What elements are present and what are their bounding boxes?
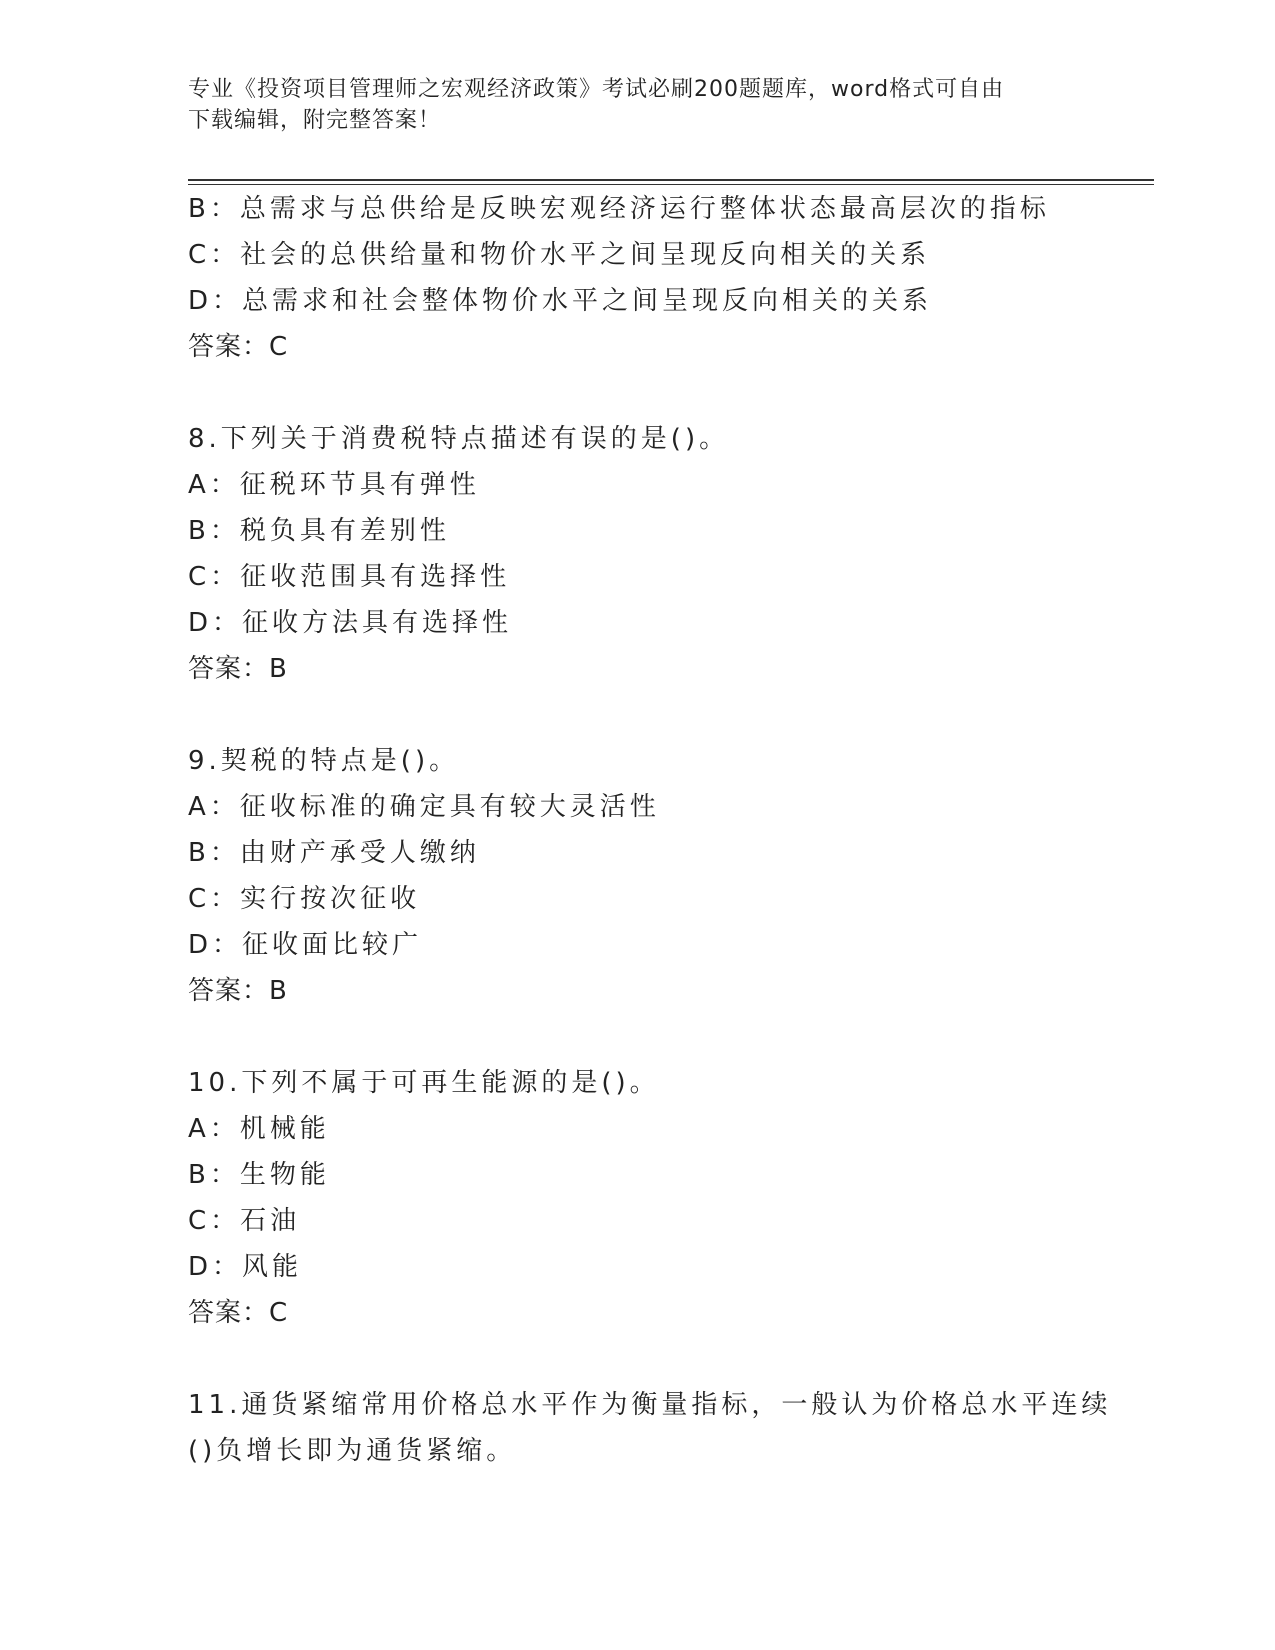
spacer (188, 370, 1148, 416)
question-block-9 (188, 738, 1148, 1014)
option-c: C：石油 (188, 1206, 301, 1236)
answer-line: 答案：C (188, 332, 289, 362)
option-d: D：风能 (188, 1252, 303, 1282)
option-a: A：机械能 (188, 1114, 330, 1144)
question-block-prev (188, 186, 1148, 370)
spacer (188, 1014, 1148, 1060)
question-block-10 (188, 1060, 1148, 1336)
answer-line: 答案：B (188, 976, 288, 1006)
question-stem-line-2: ()负增长即为通货紧缩。 (188, 1436, 517, 1466)
option-c: C：实行按次征收 (188, 884, 421, 914)
option-a: A：征收标准的确定具有较大灵活性 (188, 792, 660, 822)
spacer (188, 692, 1148, 738)
option-c: C：社会的总供给量和物价水平之间呈现反向相关的关系 (188, 240, 931, 270)
option-b: B：由财产承受人缴纳 (188, 838, 480, 868)
question-stem: 8.下列关于消费税特点描述有误的是()。 (188, 424, 730, 454)
question-stem: 10.下列不属于可再生能源的是()。 (188, 1068, 660, 1098)
question-list (188, 186, 1148, 1474)
document-header (188, 74, 1068, 136)
option-c: C：征收范围具有选择性 (188, 562, 511, 592)
header-line-1: 专业《投资项目管理师之宏观经济政策》考试必刷200题题库，word格式可自由 (188, 77, 1005, 102)
header-divider-thick (188, 179, 1154, 181)
question-block-11 (188, 1382, 1148, 1474)
header-divider-thin (188, 184, 1154, 185)
question-stem: 9.契税的特点是()。 (188, 746, 460, 776)
question-block-8 (188, 416, 1148, 692)
option-b: B：总需求与总供给是反映宏观经济运行整体状态最高层次的指标 (188, 194, 1050, 224)
option-d: D：总需求和社会整体物价水平之间呈现反向相关的关系 (188, 286, 933, 316)
answer-line: 答案：C (188, 1298, 289, 1328)
option-b: B：生物能 (188, 1160, 330, 1190)
spacer (188, 1336, 1148, 1382)
option-d: D：征收面比较广 (188, 930, 423, 960)
option-a: A：征税环节具有弹性 (188, 470, 480, 500)
question-stem-line-1: 11.通货紧缩常用价格总水平作为衡量指标，一般认为价格总水平连续 (188, 1390, 1112, 1420)
answer-line: 答案：B (188, 654, 288, 684)
header-line-2: 下载编辑，附完整答案！ (188, 108, 442, 133)
option-b: B：税负具有差别性 (188, 516, 450, 546)
option-d: D：征收方法具有选择性 (188, 608, 513, 638)
